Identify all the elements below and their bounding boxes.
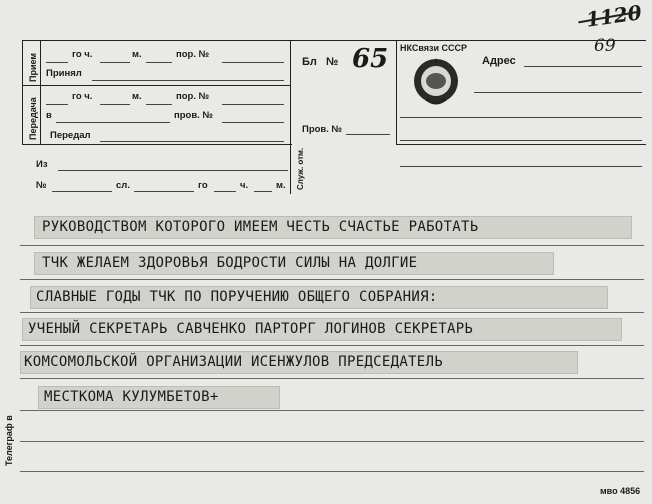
peredacha-label: Передача	[28, 97, 38, 140]
sluzh-label: Служ. отм.	[296, 147, 305, 190]
left-block-mid-line	[22, 85, 290, 86]
bl-number: 65	[352, 44, 389, 74]
row2-go-ch: го ч.	[72, 91, 93, 102]
form-left-border	[22, 40, 23, 144]
ussr-emblem-icon	[410, 55, 462, 107]
ch-label: ч.	[240, 180, 249, 191]
sl-label: сл.	[116, 180, 130, 191]
message-line-2: ТЧК ЖЕЛАЕМ ЗДОРОВЬЯ БОДРОСТИ СИЛЫ НА ДОЛГИЕ	[42, 255, 418, 271]
row1-go-ch: го ч.	[72, 49, 93, 60]
bl-no-label: №	[326, 56, 339, 68]
handwritten-number-bottom: 69	[594, 36, 616, 56]
message-line-5: КОМСОМОЛЬСКОЙ ОРГАНИЗАЦИИ ИСЕНЖУЛОВ ПРЕДСЕДАТЕЛЬ	[24, 354, 443, 370]
block-divider-2	[396, 40, 397, 144]
message-line-1: РУКОВОДСТВОМ КОТОРОГО ИМЕЕМ ЧЕСТЬ СЧАСТЬЕ РАБОТАТЬ	[42, 219, 479, 235]
telegraph-side-label: Телеграф в	[4, 415, 14, 466]
row2-por: пор. №	[176, 91, 210, 102]
message-line-6: МЕСТКОМА КУЛУМБЕТОВ+	[44, 389, 219, 405]
block-divider-1	[290, 40, 291, 194]
org-label: НКСвязи СССР	[400, 43, 468, 53]
message-line-4: УЧЕНЫЙ СЕКРЕТАРЬ САВЧЕНКО ПАРТОРГ ЛОГИНОВ СЕКРЕТАРЬ	[28, 321, 474, 337]
iz-label: Из	[36, 159, 48, 170]
priem-label: Прием	[28, 52, 38, 82]
address-label: Адрес	[482, 55, 516, 67]
go-label: го	[198, 180, 208, 191]
prov-label: Пров. №	[302, 124, 343, 135]
row3-v: в	[46, 110, 52, 121]
row2-m: м.	[132, 91, 142, 102]
form-code: мво 4856	[600, 486, 641, 496]
stamp-column-divider	[40, 40, 41, 144]
row3-prov: пров. №	[174, 110, 214, 121]
prinyal-label: Принял	[46, 68, 82, 79]
left-block-bottom-line	[22, 144, 292, 145]
m-label: м.	[276, 180, 286, 191]
row1-m: м.	[132, 49, 142, 60]
handwritten-number-top: 1120	[584, 0, 644, 32]
bl-label: Бл	[302, 56, 317, 68]
from-no-label: №	[36, 180, 47, 191]
message-line-3: СЛАВНЫЕ ГОДЫ ТЧК ПО ПОРУЧЕНИЮ ОБЩЕГО СОБРАНИЯ:	[36, 289, 438, 305]
peredal-label: Передал	[50, 130, 91, 141]
right-block-bottom-line	[396, 144, 646, 145]
form-top-border	[22, 40, 646, 41]
row1-por: пор. №	[176, 49, 210, 60]
